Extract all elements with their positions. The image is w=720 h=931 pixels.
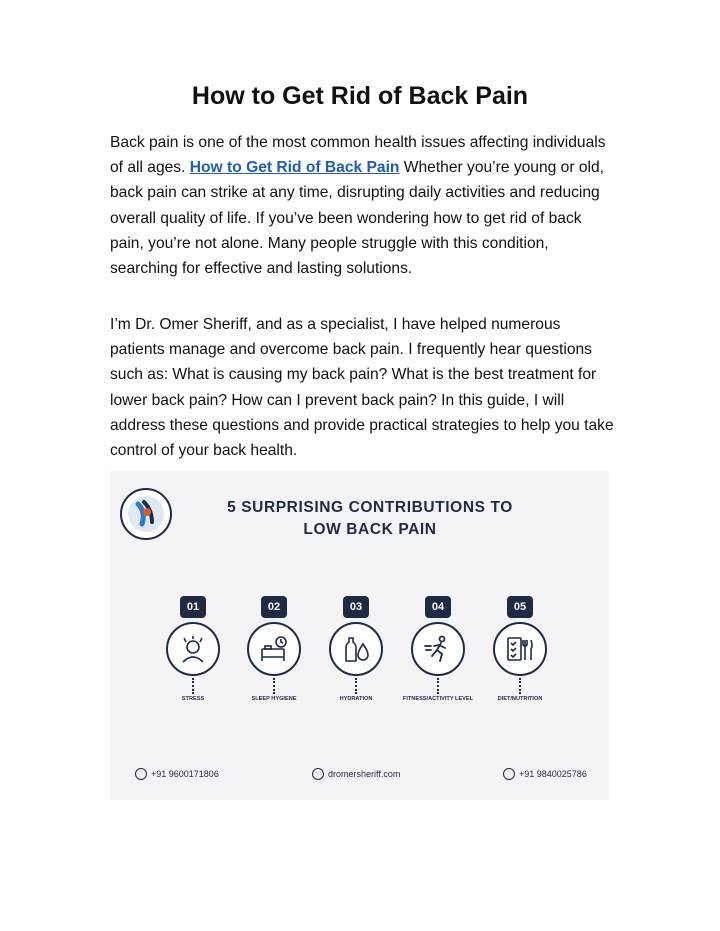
factor-number: 05 (507, 596, 533, 618)
footer-phone-2 (503, 766, 587, 782)
sleep-icon (247, 622, 301, 676)
infographic-image (110, 471, 609, 800)
factor-number: 02 (261, 596, 287, 618)
connector-dots (437, 678, 439, 694)
factor-item-hydration (316, 596, 396, 716)
factor-number: 04 (425, 596, 451, 618)
phone-icon (135, 768, 147, 780)
page-title: How to Get Rid of Back Pain (191, 82, 529, 110)
factor-label: FITNESS/ACTIVITY LEVEL (402, 696, 474, 702)
globe-icon (312, 768, 324, 780)
factor-label: STRESS (181, 696, 205, 702)
back-pain-link[interactable]: How to Get Rid of Back Pain (189, 159, 400, 177)
factor-item-diet (480, 596, 560, 716)
factor-item-stress (153, 596, 233, 716)
infographic-title (190, 497, 550, 541)
connector-dots (519, 678, 521, 694)
factor-label: SLEEP HYGIENE (251, 696, 297, 702)
footer-website (312, 766, 400, 782)
connector-dots (273, 678, 275, 694)
infographic-title-line1: 5 SURPRISING CONTRIBUTIONS TO (227, 499, 513, 516)
factor-number: 01 (180, 596, 206, 618)
phone-icon (503, 768, 515, 780)
factor-item-fitness (398, 596, 478, 716)
diet-icon (493, 622, 547, 676)
factor-label: DIET/NUTRITION (497, 696, 543, 702)
factor-label: HYDRATION (339, 696, 373, 702)
intro-paragraph (110, 130, 615, 281)
phone-1-text: +91 9600171806 (151, 769, 219, 779)
connector-dots (355, 678, 357, 694)
intro-text-before-link: Back pain is one of the most common health issues affecting individuals of all ages. (110, 134, 606, 177)
connector-dots (192, 678, 194, 694)
factor-number: 03 (343, 596, 369, 618)
intro-text-after-link: Whether you’re young or old, back pain can strike at any time, disrupting daily activities and reducing overall quality of life. If you’ve been wondering how to get rid of back pain, you’re not alone. Many people struggle with this condition, searching for effective and lasting solutions. (110, 159, 604, 278)
stress-icon (166, 622, 220, 676)
website-text: dromersheriff.com (328, 769, 401, 779)
phone-2-text: +91 9840025786 (519, 769, 587, 779)
infographic-title-line2: LOW BACK PAIN (303, 521, 437, 538)
clinic-logo (120, 488, 172, 540)
factor-item-sleep-hygiene (234, 596, 314, 716)
doctor-paragraph: I’m Dr. Omer Sheriff, and as a specialist, I have helped numerous patients manage and overcome back pain. I frequently hear questions such as: What is causing my back pain? What is the best treatment for lower back pain? How can I prevent back pain? In this guide, I will address these questions and provide practical strategies to help you take control of your back health. (110, 316, 614, 460)
footer-phone-1 (135, 766, 219, 782)
running-icon (411, 622, 465, 676)
hydration-icon (329, 622, 383, 676)
